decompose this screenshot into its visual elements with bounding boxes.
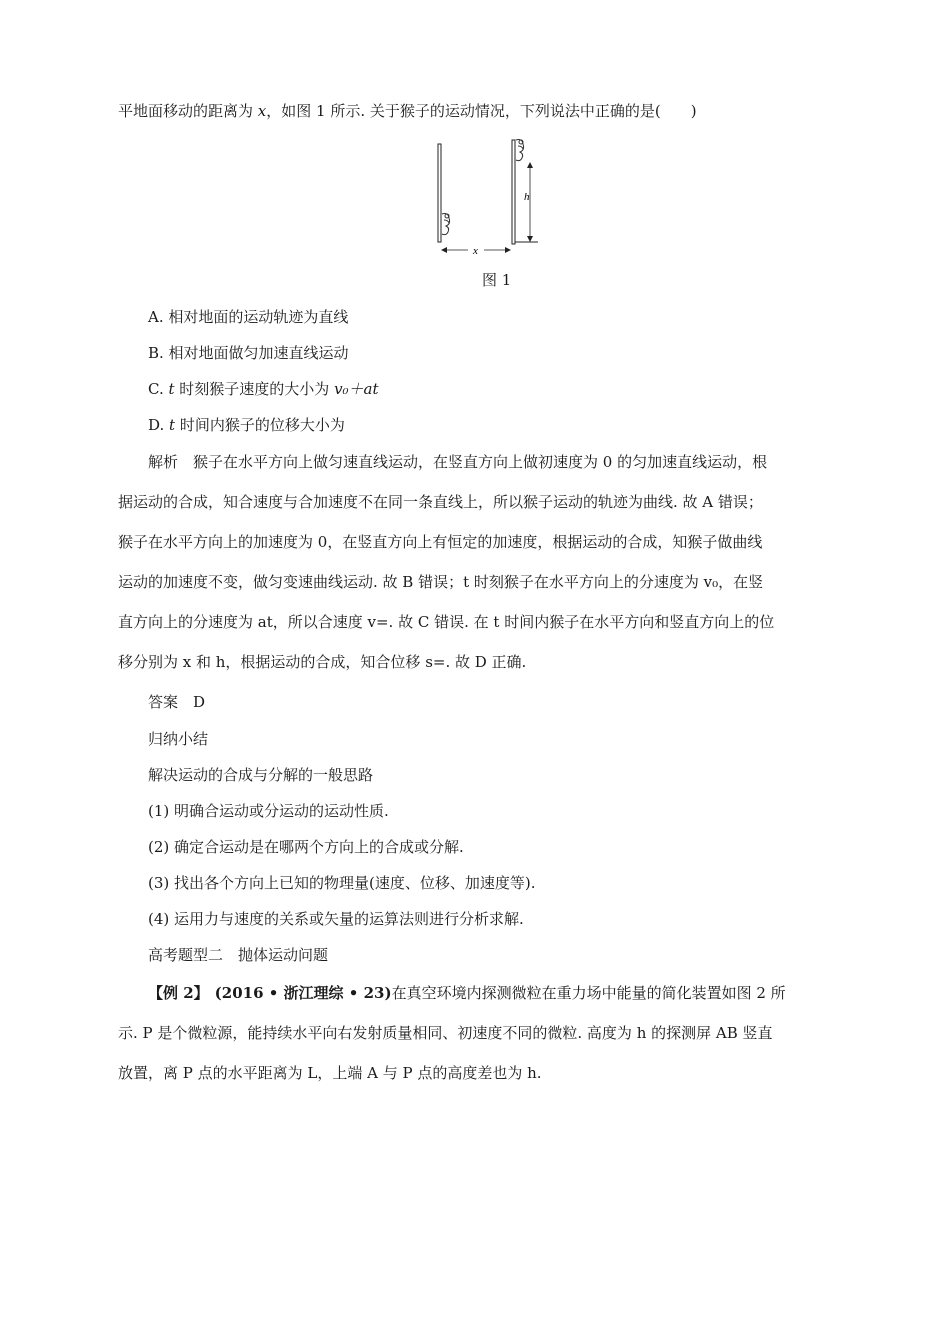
option-c-prefix: C. xyxy=(148,380,169,398)
analysis-line-2: 据运动的合成，知合速度与合加速度不在同一条直线上，所以猴子运动的轨迹为曲线. 故 A 错误； xyxy=(118,493,763,511)
option-d xyxy=(148,415,345,435)
example-text-1: 在真空环境内探测微粒在重力场中能量的简化装置如图 2 所 xyxy=(391,984,786,1002)
figure-caption: 图 1 xyxy=(482,271,512,289)
variable-x: x xyxy=(257,102,267,120)
intro-line xyxy=(118,101,697,121)
monkey-icon-left xyxy=(442,214,450,235)
option-d-prefix: D. xyxy=(148,416,170,434)
monkey-icon-right xyxy=(516,140,524,161)
option-d-text: 时间内猴子的位移大小为 xyxy=(175,416,345,434)
example-line-2: 示. P 是个微粒源，能持续水平向右发射质量相同、初速度不同的微粒. 高度为 h 的探测屏 AB 竖直 xyxy=(118,1024,773,1042)
summary-item-3: (3) 找出各个方向上已知的物理量(速度、位移、加速度等). xyxy=(148,874,536,892)
analysis-line-6: 移分别为 x 和 h，根据运动的合成，知合位移 s=. 故 D 正确. xyxy=(118,653,527,671)
option-c-var-t: t xyxy=(168,380,175,398)
analysis-line-3: 猴子在水平方向上的加速度为 0，在竖直方向上有恒定的加速度，根据运动的合成，知猴子做曲线 xyxy=(118,533,763,551)
x-arrow-head-left xyxy=(441,247,447,253)
example-tag: 【例 2】 xyxy=(148,984,209,1002)
summary-subtitle: 解决运动的合成与分解的一般思路 xyxy=(148,766,374,784)
analysis-line-1: 解析 猴子在水平方向上做匀速直线运动，在竖直方向上做初速度为 0 的匀加速直线运动，根 xyxy=(148,453,768,471)
x-arrow-head-right xyxy=(505,247,511,253)
label-h: h xyxy=(524,191,530,203)
example-line-3: 放置，离 P 点的水平距离为 L，上端 A 与 P 点的高度差也为 h. xyxy=(118,1064,542,1082)
option-c xyxy=(148,379,379,399)
section-title: 高考题型二 抛体运动问题 xyxy=(148,946,329,964)
label-x: x xyxy=(473,245,478,256)
intro-text-suffix: ，如图 1 所示. 关于猴子的运动情况，下列说法中正确的是( ) xyxy=(266,102,697,120)
intro-text: 平地面移动的距离为 xyxy=(118,102,258,120)
option-d-var-t: t xyxy=(169,416,176,434)
right-pole xyxy=(512,140,515,244)
figure-1-diagram xyxy=(420,136,540,256)
analysis-line-5: 直方向上的分速度为 at，所以合速度 v=. 故 C 错误. 在 t 时间内猴子在水平方向和竖直方向上的位 xyxy=(118,613,775,631)
example-source: (2016 • 浙江理综 • 23) xyxy=(214,984,392,1002)
summary-item-2: (2) 确定合运动是在哪两个方向上的合成或分解. xyxy=(148,838,464,856)
summary-title: 归纳小结 xyxy=(148,730,209,748)
h-arrow-head-up xyxy=(527,162,533,168)
h-arrow-head-down xyxy=(527,236,533,242)
left-pole xyxy=(438,144,441,242)
option-c-formula: v₀＋at xyxy=(334,380,379,398)
option-a: A. 相对地面的运动轨迹为直线 xyxy=(148,308,349,326)
answer-line: 答案 D xyxy=(148,693,206,711)
example-line-1 xyxy=(148,983,786,1003)
summary-item-4: (4) 运用力与速度的关系或矢量的运算法则进行分析求解. xyxy=(148,910,524,928)
summary-item-1: (1) 明确合运动或分运动的运动性质. xyxy=(148,802,389,820)
option-b: B. 相对地面做匀加速直线运动 xyxy=(148,344,349,362)
analysis-line-4: 运动的加速度不变，做匀变速曲线运动. 故 B 错误；t 时刻猴子在水平方向上的分速度为 v₀，在竖 xyxy=(118,573,764,591)
option-c-text: 时刻猴子速度的大小为 xyxy=(174,380,335,398)
